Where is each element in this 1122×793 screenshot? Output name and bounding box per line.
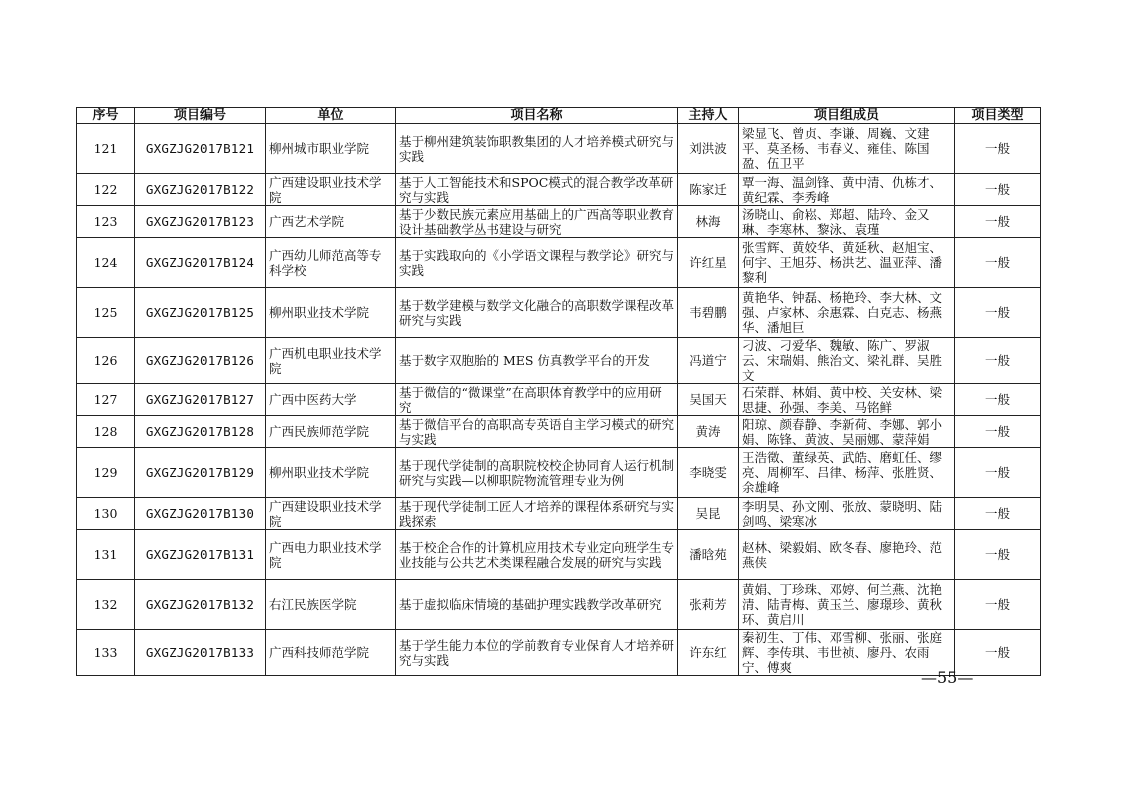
cell-leader: 吴国天 [678,384,739,416]
cell-no: 128 [77,416,135,448]
table-row [77,124,1041,174]
cell-name: 基于少数民族元素应用基础上的广西高等职业教育设计基础教学丛书建设与研究 [396,206,678,238]
cell-no: 122 [77,174,135,206]
cell-code: GXGZJG2017B125 [135,288,266,338]
table-row [77,288,1041,338]
cell-members: 李明昊、孙文刚、张放、蒙晓明、陆剑鸣、梁寒冰 [739,498,955,530]
table-row [77,174,1041,206]
cell-name: 基于数字双胞胎的 MES 仿真教学平台的开发 [396,338,678,384]
cell-type: 一般 [955,498,1041,530]
table-row [77,338,1041,384]
cell-no: 133 [77,630,135,676]
col-header-name: 项目名称 [396,108,678,124]
page-number: —55— [921,668,974,687]
cell-unit: 柳州职业技术学院 [266,448,396,498]
cell-members: 赵林、梁毅娟、欧冬春、廖艳玲、范燕侠 [739,530,955,580]
cell-members: 阳琼、颜春静、李新荷、李娜、郭小娟、陈锋、黄波、吴丽娜、蒙萍娟 [739,416,955,448]
cell-name: 基于学生能力本位的学前教育专业保育人才培养研究与实践 [396,630,678,676]
cell-name: 基于现代学徒制工匠人才培养的课程体系研究与实践探索 [396,498,678,530]
cell-no: 129 [77,448,135,498]
cell-name: 基于现代学徒制的高职院校校企协同育人运行机制研究与实践—以柳职院物流管理专业为例 [396,448,678,498]
cell-unit: 广西机电职业技术学院 [266,338,396,384]
table-header-row [77,108,1041,124]
cell-unit: 右江民族医学院 [266,580,396,630]
cell-members: 梁显飞、曾贞、李谦、周巍、文建平、莫圣杨、韦春义、雍佳、陈国盈、伍卫平 [739,124,955,174]
cell-members: 秦初生、丁伟、邓雪柳、张丽、张庭辉、李传琪、韦世祯、廖丹、农雨宁、傅爽 [739,630,955,676]
cell-name: 基于微信的“微课堂”在高职体育教学中的应用研究 [396,384,678,416]
cell-leader: 许东红 [678,630,739,676]
cell-leader: 刘洪波 [678,124,739,174]
cell-type: 一般 [955,206,1041,238]
cell-members: 刁波、刁爱华、魏敏、陈广、罗淑云、宋瑞娟、熊治文、梁礼群、吴胜文 [739,338,955,384]
cell-members: 张雪辉、黄姣华、黄延秋、赵旭宝、何宇、王旭芬、杨洪艺、温亚萍、潘黎利 [739,238,955,288]
cell-code: GXGZJG2017B128 [135,416,266,448]
cell-code: GXGZJG2017B121 [135,124,266,174]
cell-no: 125 [77,288,135,338]
cell-unit: 柳州职业技术学院 [266,288,396,338]
cell-no: 127 [77,384,135,416]
cell-leader: 黄涛 [678,416,739,448]
cell-code: GXGZJG2017B123 [135,206,266,238]
cell-unit: 广西建设职业技术学院 [266,174,396,206]
cell-leader: 潘晗苑 [678,530,739,580]
col-header-members: 项目组成员 [739,108,955,124]
cell-name: 基于校企合作的计算机应用技术专业定向班学生专业技能与公共艺术类课程融合发展的研究与实践 [396,530,678,580]
cell-type: 一般 [955,530,1041,580]
cell-code: GXGZJG2017B124 [135,238,266,288]
table-row [77,448,1041,498]
col-header-leader: 主持人 [678,108,739,124]
table-row [77,384,1041,416]
cell-code: GXGZJG2017B126 [135,338,266,384]
cell-no: 131 [77,530,135,580]
cell-leader: 李晓雯 [678,448,739,498]
cell-name: 基于微信平台的高职高专英语自主学习模式的研究与实践 [396,416,678,448]
cell-leader: 许红星 [678,238,739,288]
cell-no: 132 [77,580,135,630]
cell-code: GXGZJG2017B133 [135,630,266,676]
cell-type: 一般 [955,580,1041,630]
cell-code: GXGZJG2017B122 [135,174,266,206]
cell-members: 覃一海、温剑锋、黄中清、仇栋才、黄纪霖、李秀峰 [739,174,955,206]
cell-type: 一般 [955,288,1041,338]
cell-code: GXGZJG2017B127 [135,384,266,416]
cell-members: 黄艳华、钟磊、杨艳玲、李大林、文强、卢家林、余惠霖、白克志、杨燕华、潘旭巨 [739,288,955,338]
table-row [77,580,1041,630]
cell-type: 一般 [955,416,1041,448]
cell-type: 一般 [955,630,1041,676]
cell-no: 123 [77,206,135,238]
table-row [77,238,1041,288]
cell-no: 124 [77,238,135,288]
cell-unit: 广西科技师范学院 [266,630,396,676]
col-header-unit: 单位 [266,108,396,124]
cell-type: 一般 [955,448,1041,498]
cell-name: 基于柳州建筑装饰职教集团的人才培养模式研究与实践 [396,124,678,174]
cell-type: 一般 [955,338,1041,384]
cell-unit: 广西艺术学院 [266,206,396,238]
cell-code: GXGZJG2017B131 [135,530,266,580]
col-header-no: 序号 [77,108,135,124]
cell-type: 一般 [955,384,1041,416]
project-table [76,107,1041,676]
cell-unit: 广西建设职业技术学院 [266,498,396,530]
table-row [77,206,1041,238]
cell-unit: 广西民族师范学院 [266,416,396,448]
cell-type: 一般 [955,174,1041,206]
table-row [77,416,1041,448]
cell-members: 黄娟、丁珍珠、邓婷、何兰燕、沈艳清、陆青梅、黄玉兰、廖璟珍、黄秋环、黄启川 [739,580,955,630]
cell-members: 石荣群、林娟、黄中校、关安林、梁思捷、孙强、李美、马铭鲜 [739,384,955,416]
cell-code: GXGZJG2017B130 [135,498,266,530]
cell-name: 基于数学建模与数学文化融合的高职数学课程改革研究与实践 [396,288,678,338]
table-row [77,630,1041,676]
col-header-code: 项目编号 [135,108,266,124]
cell-members: 王浩徵、董绿英、武皓、磨虹任、缪亮、周柳军、吕律、杨萍、张胜贤、余雄峰 [739,448,955,498]
cell-unit: 广西幼儿师范高等专科学校 [266,238,396,288]
cell-unit: 广西中医药大学 [266,384,396,416]
cell-type: 一般 [955,238,1041,288]
cell-no: 126 [77,338,135,384]
col-header-type: 项目类型 [955,108,1041,124]
cell-no: 121 [77,124,135,174]
cell-members: 汤晓山、俞崧、郑超、陆玲、金又琳、李寒林、黎泳、袁瑾 [739,206,955,238]
cell-leader: 陈家迁 [678,174,739,206]
cell-unit: 广西电力职业技术学院 [266,530,396,580]
cell-no: 130 [77,498,135,530]
cell-unit: 柳州城市职业学院 [266,124,396,174]
cell-name: 基于实践取向的《小学语文课程与教学论》研究与实践 [396,238,678,288]
table-row [77,530,1041,580]
cell-leader: 吴昆 [678,498,739,530]
table-row [77,498,1041,530]
cell-leader: 冯道宁 [678,338,739,384]
cell-code: GXGZJG2017B129 [135,448,266,498]
cell-leader: 韦碧鹏 [678,288,739,338]
cell-leader: 林海 [678,206,739,238]
cell-leader: 张莉芳 [678,580,739,630]
cell-name: 基于人工智能技术和SPOC模式的混合教学改革研究与实践 [396,174,678,206]
cell-type: 一般 [955,124,1041,174]
cell-name: 基于虚拟临床情境的基础护理实践教学改革研究 [396,580,678,630]
cell-code: GXGZJG2017B132 [135,580,266,630]
